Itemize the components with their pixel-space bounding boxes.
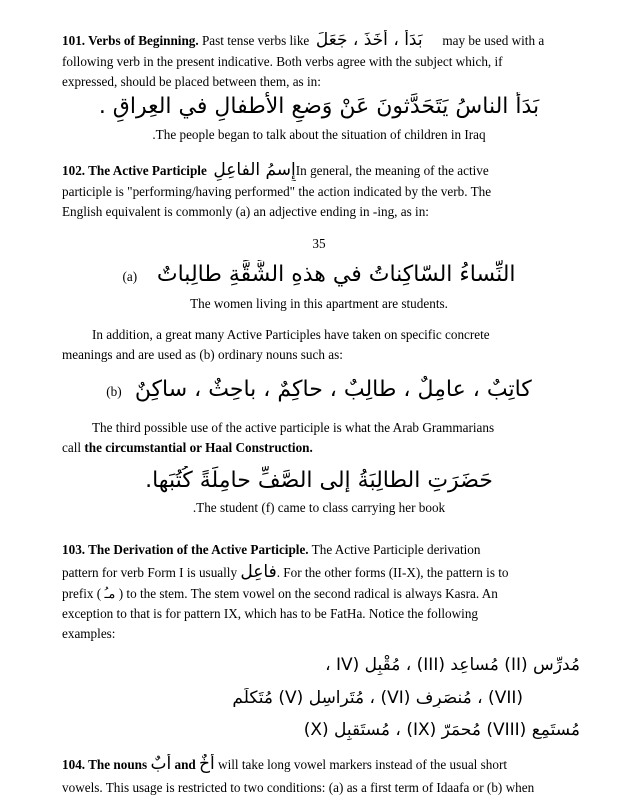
s102-example-b-arabic: كاتِبٌ ، عامِلٌ ، طالِبٌ ، حاكِمٌ ، باحِثٌ ، ساكِنٌ (134, 377, 532, 402)
s104-line-2: vowels. This usage is restricted to two conditions: (a) as a first term of Idaafa or (b) when (62, 780, 535, 795)
s104-and: and (171, 757, 200, 772)
s101-arabic-verbs: بَدَأَ ، أَخَذَ ، جَعَلَ (315, 30, 423, 50)
s102-example-a-arabic: النِّساءُ السّاكِناتُ في هذهِ الشَّقَّةِ طالِباتٌ (156, 262, 516, 287)
s102-example-a (40, 260, 598, 290)
s102-example-a-label: (a) (122, 269, 138, 284)
s102-example-b-label: (b) (106, 384, 122, 399)
s103-line-2 (62, 562, 582, 583)
s102-l1-rest: In general, the meaning of the active (295, 163, 489, 178)
s104-title: 104. The nouns (62, 757, 151, 772)
s101-line-3: expressed, should be placed between them, as in: (62, 74, 321, 89)
s102-line-1 (62, 160, 582, 181)
s104-line-1 (62, 754, 582, 775)
s103-l2-a: pattern for verb Form I is usually (62, 565, 241, 580)
s102-example-a-english: The women living in this apartment are students. (190, 296, 448, 311)
s102-line-3: English equivalent is commonly (a) an adjective ending in -ing, as in: (62, 204, 429, 219)
page-number: 35 (312, 236, 326, 251)
s104-l1-rest: will take long vowel markers instead of the usual short (214, 757, 508, 772)
s103-line-1 (62, 540, 582, 560)
s103-line-4: exception to that is for pattern IX, which has to be FatHa. Notice the following (62, 606, 479, 621)
s104-akh: أَخٌ (199, 754, 215, 774)
s102-p3-call: call (62, 440, 85, 455)
s102-line-2: participle is "performing/having performed" the action indicated by the verb. The (62, 184, 492, 199)
s101-l1-a: Past tense verbs like (198, 33, 313, 48)
s103-title: 103. The Derivation of the Active Participle. (62, 542, 309, 557)
s102-p2-line-1: In addition, a great many Active Participles have taken on specific concrete (92, 327, 490, 342)
s102-p3-line-2 (62, 438, 582, 458)
s103-faail-pattern: فاعِل (240, 562, 277, 582)
s101-title: 101. Verbs of Beginning. (62, 33, 199, 48)
s103-l1-rest: The Active Participle derivation (308, 542, 481, 557)
s101-l1-b: may be used with a (439, 33, 545, 48)
s103-l2-b: . For the other forms (II-X), the pattern is to (276, 565, 509, 580)
s102-haal-construction: the circumstantial or Haal Construction. (84, 440, 313, 455)
s103-example-row-1: مُدرِّس (II) مُساعِد (III) ، مُقْبِل (IV ، (325, 655, 580, 675)
s101-line-1 (62, 30, 582, 51)
s103-line-3: prefix ( مـُ ) to the stem. The stem vowel on the second radical is always Kasra. An (62, 586, 498, 601)
s102-example-c-arabic: حَضَرَتِ الطالِبَةُ إلى الصَّفِّ حامِلَةً كُتُبَها. (145, 468, 493, 493)
s103-line-5: examples: (62, 626, 116, 641)
s103-example-row-2: (VII) ، مُنصَرِف (VI) ، مُتَراسِل (V) مُتَكلِّم (232, 688, 523, 708)
s103-example-row-3: مُستَمِع (VIII) مُحمَرّ (IX) ، مُستَقبِل (X) (303, 720, 580, 740)
s101-english-translation: .The people began to talk about the situation of children in Iraq (152, 127, 486, 142)
s102-example-c-english: .The student (f) came to class carrying her book (192, 500, 446, 515)
s102-p3-line-1: The third possible use of the active participle is what the Arab Grammarians (92, 420, 495, 435)
s101-arabic-example: بَدَأَ الناسُ يَتَحَدَّثونَ عَنْ وَضعِ الأطفالِ في العِراقِ . (98, 94, 540, 119)
s104-ab: أَبٌ (150, 754, 172, 774)
s102-arabic-title: إِسمُ الفاعِلِ (213, 160, 296, 180)
s102-p2-line-2: meanings and are used as (b) ordinary nouns such as: (62, 347, 343, 362)
s102-title: 102. The Active Participle (62, 163, 207, 178)
s101-line-2: following verb in the present indicative. Both verbs agree with the subject which, if (62, 54, 503, 69)
s102-example-b (40, 375, 598, 405)
